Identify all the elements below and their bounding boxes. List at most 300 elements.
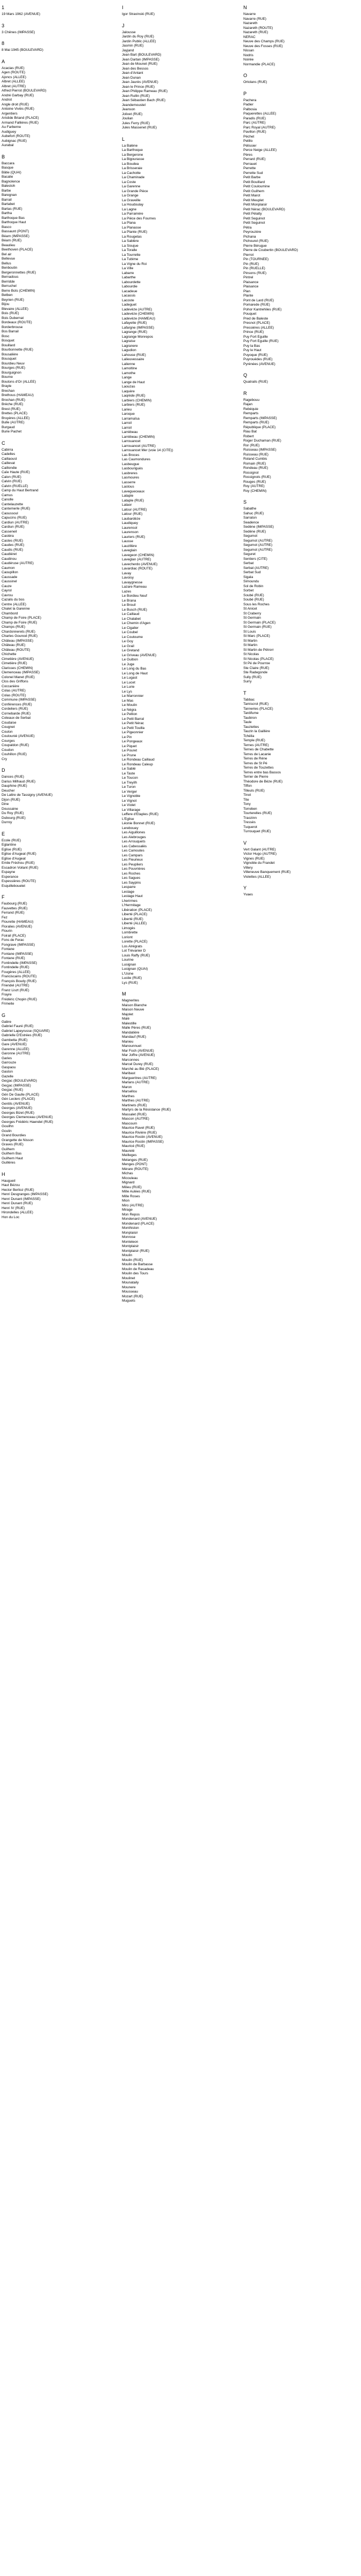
street-entry: Traozinn	[243, 816, 257, 820]
street-entry: Laudiquey	[122, 521, 138, 525]
street-entry: Jean Dartan (IMPASSE)	[122, 57, 159, 62]
street-entry: Tinot	[243, 793, 251, 797]
street-entry: Taubiron	[243, 716, 257, 720]
street-entry: Rondeau (RUE)	[243, 466, 268, 470]
street-entry: La Tubime	[122, 257, 139, 261]
street-entry: Gaspaou	[2, 1065, 16, 1069]
street-entry: La Bergerone	[122, 153, 143, 157]
street-entry: Bourdieu Neuv	[2, 361, 25, 366]
street-entry: Le Vignot	[122, 799, 137, 803]
street-entry: Laqrède (RUE)	[122, 394, 145, 398]
street-entry: Fauvettes (RUE)	[2, 906, 28, 910]
street-entry: Riau Bat	[243, 430, 257, 434]
street-entry: Terres de St Pé	[243, 761, 267, 765]
street-entry: Fons de Ferac	[2, 938, 24, 942]
street-entry: Clemenceau (IMPASSE)	[2, 671, 40, 674]
street-entry: Montplaisir	[122, 1244, 139, 1248]
street-entry: Marcel Durey (RUE)	[122, 1062, 153, 1066]
street-entry: Ladevéze (HAMEAU)	[122, 316, 156, 321]
street-entry: Beaulieu	[2, 243, 16, 247]
street-entry: Lange	[122, 376, 132, 379]
street-entry: Lataple (RUE)	[122, 498, 144, 503]
street-entry: Alfred Pierrot (BOULEVARD)	[2, 89, 47, 93]
street-entry: Lestage	[122, 890, 135, 894]
street-entry: Caussinel	[2, 580, 17, 583]
street-entry: Gén Leclerc (PLACE)	[2, 1097, 35, 1101]
street-entry: Lazes	[122, 589, 132, 594]
street-entry: Lasbouriguès	[122, 467, 143, 470]
street-entry: Geçjac (IMPASSE)	[2, 1083, 31, 1088]
street-entry: Bartabet	[2, 202, 15, 206]
street-entry: Tiffon	[243, 784, 252, 788]
street-entry: Tourterelles (RUE)	[243, 811, 272, 815]
street-entry: Laquère	[122, 389, 135, 393]
street-entry: Bâtie (QUAI)	[2, 170, 21, 174]
street-entry: Las Broces	[122, 453, 140, 457]
street-entry: Vert Galant (AUTRE)	[243, 847, 276, 852]
street-entry: L'Église	[122, 817, 134, 821]
street-entry: St Martin	[243, 643, 258, 647]
street-entry: Le Grail	[122, 644, 134, 648]
street-entry: Latour (RUE)	[122, 512, 143, 516]
letter-heading: E	[2, 831, 5, 837]
street-entry: La Boudea	[122, 162, 139, 166]
street-entry: Larrèbeau (CHEMIN)	[122, 435, 155, 439]
street-entry: Puyoque (RUE)	[243, 353, 268, 357]
street-entry: Eglise d'Augeat	[2, 856, 26, 861]
street-entry: La Toralle	[122, 248, 137, 252]
street-entry: Le Vignoble	[122, 794, 141, 798]
street-entry: Le Mas	[122, 698, 134, 703]
street-entry: Mar Joffre (AVENUE)	[122, 1053, 155, 1057]
street-entry: Neuve des Champs (RUE)	[243, 40, 285, 43]
street-entry: Lavoisy	[122, 576, 134, 580]
street-entry: Violettes (ALLÉE)	[243, 875, 271, 879]
street-entry: Joulian	[122, 117, 133, 120]
street-entry: Hon du Loc	[2, 1215, 20, 1219]
street-entry: Le Toucon	[122, 776, 138, 780]
street-entry: Les Saypins	[122, 880, 141, 885]
street-entry: Georges Frédéric Haendel (RUE)	[2, 1120, 53, 1124]
street-entry: Peyrouzère	[243, 230, 262, 234]
street-entry: Caussade	[2, 575, 18, 579]
street-entry: Roland Cumbis	[243, 457, 267, 461]
street-entry: Clarisses (CHEMIN)	[2, 666, 33, 670]
street-entry: Sous les Roches	[243, 602, 270, 606]
street-entry: Bois (RUE)	[2, 311, 19, 315]
street-entry: Bellus	[2, 261, 11, 265]
street-entry: Frimeite	[2, 1002, 14, 1006]
letter-heading: N	[243, 5, 247, 10]
street-entry: Le Violet	[122, 803, 136, 807]
street-entry: Champs (RUE)	[2, 625, 26, 629]
street-entry: Guilléres	[2, 1161, 16, 1165]
letter-heading: D	[2, 768, 5, 773]
street-entry: Henri Dunant (IMPASSE)	[2, 1197, 41, 1201]
street-entry: Miro (AUTRE)	[122, 1203, 144, 1207]
letter-heading: 8	[2, 41, 5, 46]
street-entry: Benboutin	[2, 266, 18, 270]
street-entry: Plaisance	[243, 285, 259, 288]
letter-heading: V	[243, 840, 247, 846]
street-entry: Mascourn	[122, 1121, 137, 1126]
street-entry: Deucher	[2, 788, 15, 793]
street-entry: Bernadous	[2, 275, 19, 279]
street-entry: Château (RUE)	[2, 643, 26, 647]
street-entry: Franz Liszt (RUE)	[2, 988, 29, 992]
street-entry: Lavay	[122, 571, 132, 575]
street-entry: Petit Seguinot	[243, 221, 265, 225]
street-entry: Bourges (RUE)	[2, 366, 26, 370]
street-entry: Haugueil	[2, 1179, 16, 1183]
street-entry: Jeanson	[122, 108, 135, 111]
street-entry: Caumon	[2, 566, 15, 570]
street-entry: Pachera	[243, 98, 257, 102]
street-entry: Mille Aulées (RUE)	[122, 1190, 151, 1194]
street-entry: Seguret	[243, 552, 256, 556]
street-entry: Perrette	[243, 166, 256, 170]
street-entry: Faubourg (RUE)	[2, 902, 27, 906]
letter-group	[2, 831, 117, 889]
street-entry: Gouilhn	[2, 1124, 14, 1128]
street-entry: Le Treyilh	[122, 780, 137, 785]
street-entry: Le Lys	[122, 689, 132, 694]
street-entry: Perrauet	[243, 162, 257, 166]
street-entry: Beethoven (PLACE)	[2, 248, 33, 252]
street-entry: Lange de Haut	[122, 380, 145, 384]
street-entry: Lalieuvessaire	[122, 358, 144, 361]
street-entry: Le Moulin	[122, 703, 137, 707]
letter-heading: Q	[243, 373, 248, 378]
street-entry: Pred de Baleste	[243, 316, 268, 321]
street-entry: Massalet (RUE)	[122, 1112, 147, 1116]
street-entry: Mion	[122, 1199, 130, 1203]
street-entry: Lasmoures	[122, 476, 140, 480]
street-entry: La Chaminade	[122, 176, 145, 179]
street-entry: Aubignac (RUE)	[2, 139, 27, 143]
street-entry: Béarn (RUE)	[2, 239, 22, 242]
street-entry: Maurice Ravel (RUE)	[122, 1126, 155, 1130]
street-entry: Tressès	[243, 820, 256, 824]
street-entry: Larieu	[122, 407, 132, 412]
street-entry: Lastous	[122, 485, 134, 489]
street-entry: Eglise d'Augeat (RUE)	[2, 852, 36, 856]
street-entry: Jean Rullin (RUE)	[122, 94, 150, 98]
street-entry: Dine	[2, 802, 9, 806]
street-entry: Les Sagues	[122, 876, 141, 880]
street-entry: Nodris	[243, 53, 254, 57]
street-entry: Lacoste	[122, 298, 134, 302]
street-entry: Charles Gounod (RUE)	[2, 634, 38, 638]
street-entry: Laveglan (AUTRE)	[122, 558, 151, 561]
street-entry: Caudes (RUE)	[2, 543, 25, 547]
street-entry: Le Rondeau Caillaud	[122, 758, 155, 762]
street-entry: Cayrol	[2, 589, 12, 592]
street-entry: Foirail (PLACE)	[2, 933, 26, 938]
street-entry: Barthoque Bas	[2, 216, 25, 220]
street-entry: Ladevéze (CHEMIN)	[122, 312, 154, 316]
street-entry: Sentiers (CITÉ)	[243, 557, 267, 561]
street-entry: Lorette (PLACE)	[122, 940, 148, 944]
street-entry: Gabre	[2, 1020, 12, 1024]
street-entry: Segumot (AUTRE)	[243, 538, 273, 543]
street-entry: Le Piquet	[122, 744, 137, 748]
street-entry: Labarthe	[122, 276, 136, 279]
street-entry: Ladeguet	[122, 303, 137, 307]
street-entry: Espayne	[2, 870, 16, 874]
street-entry: Lausse	[122, 539, 133, 543]
street-entry: La Coste	[122, 180, 136, 184]
street-entry: Gambetta (RUE)	[2, 1038, 28, 1042]
street-entry: Jules Ferry (RUE)	[122, 121, 150, 125]
street-entry: Du Roy (RUE)	[2, 811, 24, 815]
street-entry: Péchet	[243, 134, 255, 139]
street-entry: Vignoble du Frandet	[243, 861, 275, 865]
street-entry: Malle Pères (RUE)	[122, 1026, 151, 1030]
street-entry: Garenne (ALLÉE)	[2, 1047, 29, 1051]
street-entry: St Germain (PLACE)	[243, 620, 276, 625]
street-entry: Camus	[2, 493, 13, 497]
street-entry: André Garbay (RUE)	[2, 93, 34, 97]
street-entry: Mandatière	[122, 1030, 140, 1035]
street-entry: Tuquerot	[243, 825, 257, 829]
street-entry: Larrouancet (AUTRE)	[122, 444, 156, 448]
letter-group	[243, 90, 358, 367]
street-entry: Surry	[243, 680, 252, 683]
street-entry: Colonel Manet (RUE)	[2, 675, 35, 679]
street-entry: Petit Meuplet	[243, 198, 264, 202]
street-entry: Au Farberne	[2, 125, 21, 129]
street-entry: Jeandemoustel	[122, 103, 146, 107]
letter-heading: F	[2, 894, 5, 900]
street-entry: St Craberry	[243, 611, 262, 615]
street-entry: Los Alrégrats	[122, 944, 142, 948]
street-entry: Segumot (AUTRE)	[243, 543, 273, 547]
letter-group	[243, 885, 358, 898]
street-entry: Garrouze	[2, 1061, 17, 1065]
street-entry: Aristide Briand (PLACE)	[2, 116, 39, 120]
street-entry: Le Gretand	[122, 649, 140, 652]
street-entry: Bacalie	[2, 175, 13, 179]
street-entry: Albret (AUTRE)	[2, 84, 26, 88]
street-entry: Nissan	[243, 49, 254, 52]
street-entry: Lagranere	[122, 344, 138, 348]
street-entry: St Nicolas (PLACE)	[243, 657, 274, 661]
street-entry: Maurelé	[122, 1149, 135, 1153]
street-entry: Cadelles	[2, 452, 16, 456]
street-entry: Androt	[2, 98, 12, 102]
street-entry: Palbosia	[243, 107, 257, 111]
street-entry: La Ville	[122, 267, 134, 270]
street-entry: Bartas (RUE)	[2, 207, 22, 211]
index-column-1	[2, 2, 117, 1225]
street-entry: Blevaire (ALLÉE)	[2, 307, 28, 311]
street-entry: Maurice Rostin (IMPASSE)	[122, 1139, 164, 1144]
street-entry: Lamoltine	[122, 367, 137, 370]
street-entry: Sahuc (RUE)	[243, 511, 264, 515]
street-entry: Perrard (RUE)	[243, 157, 266, 161]
letter-group	[2, 22, 117, 35]
street-entry: Cimetière (RUE)	[2, 662, 27, 665]
street-entry: Martyrs de la Résistance (RUE)	[122, 1108, 171, 1112]
street-entry: Tchéila	[243, 734, 255, 738]
street-entry: Jasmin (RUE)	[122, 44, 144, 48]
street-entry: La Plante (RUE)	[122, 230, 148, 234]
street-entry: Rouges (RUE)	[243, 480, 266, 484]
street-entry: Pin (TOURNÉE)	[243, 257, 269, 261]
street-entry: Lagudion	[122, 348, 136, 352]
letter-heading: S	[243, 499, 247, 505]
street-entry: Henri Dunant (RUE)	[2, 1202, 33, 1205]
street-entry: La Parramère	[122, 212, 143, 216]
street-entry: Marthes	[122, 1094, 135, 1098]
street-entry: Bosquet	[2, 339, 14, 343]
street-entry: Pélissier	[243, 143, 257, 148]
street-entry: Tauzin la Gaillère	[243, 730, 270, 733]
street-entry: Ecole (RUE)	[2, 838, 21, 842]
street-entry: Ortolans (RUE)	[243, 80, 267, 84]
street-entry: Ste Radegonde	[243, 671, 268, 674]
street-entry: Couhillon (RUE)	[2, 753, 27, 756]
street-entry: Le Négra	[122, 708, 136, 712]
street-entry: Lourine	[122, 958, 134, 962]
street-entry: Pohor Kantrehiles (RUE)	[243, 307, 282, 311]
street-entry: Floralies (AVENUE)	[2, 924, 32, 929]
street-entry: Melanges (RUE)	[122, 1158, 148, 1162]
street-entry: Puy la Bas	[243, 344, 260, 348]
street-entry: Labourdette	[122, 280, 141, 284]
street-entry: Jean Dunan	[122, 75, 141, 80]
street-entry: Las Caumondures	[122, 458, 151, 461]
street-entry: Jean de Mounet (RUE)	[122, 62, 158, 66]
street-entry: La Bigourasse	[122, 157, 144, 161]
street-entry: Agen (ROUTE)	[2, 71, 26, 74]
street-entry: Coccanière	[2, 684, 19, 688]
street-entry: Bellevue	[2, 257, 15, 261]
street-entry: Torreben	[243, 807, 257, 811]
street-entry: Le Coubel	[122, 630, 138, 634]
street-entry: Caoupillon	[2, 571, 18, 574]
street-entry: St Louis	[243, 629, 256, 634]
street-entry: Vignes (RUE)	[243, 856, 265, 861]
street-entry: Centre (ALLÉE)	[2, 602, 26, 606]
street-entry: Tamiscrol (RUE)	[243, 702, 269, 706]
street-entry: Fongrave (IMPASSE)	[2, 943, 35, 947]
letter-group	[2, 767, 117, 825]
street-entry: Menges (PONT)	[122, 1162, 148, 1166]
street-entry: Lys (RUE)	[122, 981, 138, 985]
street-entry: Coupaldon (RUE)	[2, 743, 29, 747]
street-entry: Pressiéres (ALLÉE)	[243, 325, 274, 330]
street-entry: Graves (RUE)	[2, 1143, 24, 1146]
street-entry: Bosc	[2, 334, 10, 338]
letter-group	[2, 4, 117, 17]
street-entry: Lasserre	[122, 480, 136, 484]
street-entry: Bourbonnette (RUE)	[2, 348, 33, 352]
street-entry: Camp du Haut Bertrand	[2, 489, 39, 492]
street-entry: Le Goy	[122, 640, 133, 643]
street-entry: Lagrange (RUE)	[122, 330, 148, 334]
street-entry: Tauziettes	[243, 725, 259, 729]
street-entry: Petit Nérac (BOULEVARD)	[243, 207, 285, 211]
street-entry: St Martin de Pétrorr	[243, 648, 274, 652]
street-entry: Maurice Rostin (AVENUE)	[122, 1135, 163, 1139]
street-entry: Villery	[243, 865, 253, 870]
street-entry: Jayjand	[122, 48, 134, 52]
street-entry: Soubé (RUE)	[243, 593, 264, 597]
street-entry: Casseneil	[2, 529, 17, 534]
street-entry: Geçjac (BOULEVARD)	[2, 1079, 37, 1083]
street-entry: Angle droit (RUE)	[2, 102, 29, 107]
street-entry: Cabirra	[2, 447, 13, 452]
street-entry: Gaston	[2, 1070, 13, 1074]
street-entry: Théodore de Béze (RUE)	[243, 779, 283, 784]
street-entry: Monrose	[122, 1235, 136, 1239]
street-entry: Jardin du Roy (RUE)	[122, 35, 154, 39]
street-entry: Mousseau	[122, 1290, 138, 1294]
street-entry: Ror (RUE)	[243, 443, 260, 447]
street-entry: Pomarede (RUE)	[243, 303, 270, 307]
street-entry: Taule	[243, 720, 252, 724]
street-entry: Le Lucet	[122, 680, 135, 685]
letter-group	[122, 991, 237, 1304]
street-entry: Mignard	[122, 1181, 135, 1184]
street-entry: Turrouquet (RUE)	[243, 830, 271, 833]
street-entry: Haut Bézou	[2, 1183, 20, 1187]
street-entry: La Sablère	[122, 239, 139, 243]
street-entry: De Lattre de Tassigny (AVENUE)	[2, 793, 53, 797]
street-entry: Chalet la Garenne	[2, 607, 30, 611]
street-entry: Coulounié (AVENUE)	[2, 734, 35, 738]
street-entry: Bousalière	[2, 352, 18, 356]
street-entry: Jean Bart (BOULEVARD)	[122, 53, 162, 57]
street-entry: Maribast	[122, 1072, 135, 1075]
street-entry: Château (ROUTE)	[2, 648, 30, 652]
street-entry: Brechan	[2, 389, 15, 393]
letter-group	[243, 390, 358, 494]
street-entry: Betben	[2, 293, 13, 297]
street-entry: Sarraton	[243, 516, 257, 520]
street-entry: Lauriers (RUE)	[122, 535, 145, 539]
street-entry: L'Usine	[122, 971, 134, 976]
street-entry: Lestage Haut	[122, 894, 143, 898]
street-entry: La Pièce des Fournes	[122, 216, 156, 221]
street-entry: Léonie Bonnet (RUE)	[122, 822, 155, 825]
street-entry: Cauze	[2, 584, 12, 588]
street-entry: Roy (CHEMIN)	[243, 489, 267, 493]
street-entry: Liberté (RUE)	[122, 917, 143, 921]
street-entry: Montplaisir (RUE)	[122, 1249, 150, 1253]
street-entry: Les Arrouquets	[122, 840, 145, 844]
street-entry: Hirondelles (ALLÉE)	[2, 1211, 33, 1214]
street-entry: St Martin	[243, 639, 258, 643]
street-entry: Mascon (AUTRE)	[122, 1117, 149, 1121]
street-entry: Navarre (RUE)	[243, 17, 266, 21]
street-entry: Brayle	[2, 384, 12, 388]
street-entry: Barthoque Haut	[2, 221, 26, 224]
street-entry: Commune (IMPASSE)	[2, 698, 36, 702]
street-entry: Ste Claire (RUE)	[243, 666, 270, 670]
street-entry: Lustie (RUE)	[122, 976, 142, 980]
street-entry: Terres de Réne	[243, 757, 267, 761]
letter-group	[2, 40, 117, 53]
street-entry: Lavecherdo (AVENUE)	[122, 562, 158, 566]
street-entry: Le Villarage	[122, 808, 141, 812]
street-entry: Le Guibon	[122, 658, 138, 662]
street-entry: Fougères (ALLÉE)	[2, 970, 30, 974]
street-entry: Laubardèze	[122, 516, 141, 521]
street-entry: Mirage	[122, 1208, 133, 1212]
